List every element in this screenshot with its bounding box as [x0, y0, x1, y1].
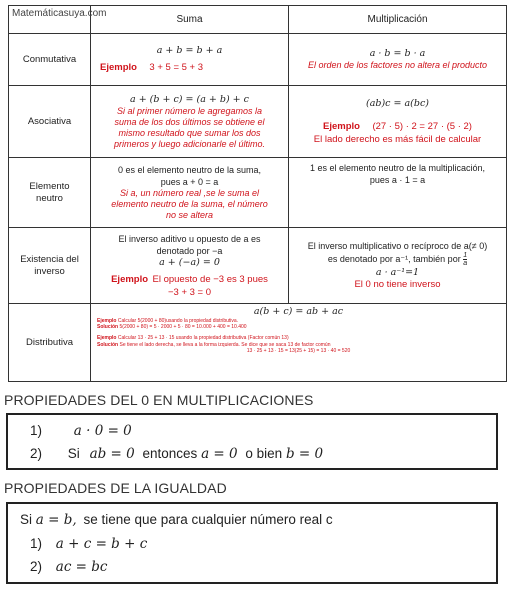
example-text: Calcular 5(2000 + 80)usando la propiedad distributiva. — [117, 318, 239, 324]
item-number: 2) — [30, 559, 43, 574]
section-title-propiedades-cero: PROPIEDADES DEL 0 EN MULTIPLICACIONES — [4, 392, 314, 408]
formula: a + (b + c) = (a + b) + c — [130, 93, 249, 105]
example-label: Ejemplo — [97, 318, 117, 324]
si-text: Si — [20, 512, 33, 527]
entonces-text: entonces — [142, 446, 198, 461]
note-line: primeros y luego adicionarle el último. — [113, 138, 266, 149]
text-fragment: es denotado por a⁻¹, también por — [327, 253, 461, 264]
item-1 — [30, 536, 147, 552]
item-expression: ac = bc — [55, 559, 108, 575]
header-multiplicacion: Multiplicación — [289, 6, 507, 34]
row-label-line: neutro — [36, 192, 63, 204]
formula: (ab)c = a(bc) — [366, 97, 429, 109]
row-label: Asociativa — [9, 86, 91, 158]
solution-1 — [97, 324, 500, 330]
cell-distributiva — [91, 304, 507, 382]
text-line: 1 es el elemento neutro de la multiplicación, — [309, 163, 486, 173]
text-line — [292, 252, 503, 267]
example-label: Ejemplo — [97, 335, 117, 342]
example-label: Ejemplo — [100, 61, 137, 73]
text-line: denotado por −a — [156, 245, 223, 256]
intro-line — [20, 512, 333, 528]
intro-text: se tiene que para cualquier número real c — [83, 512, 333, 527]
propiedades-cero-box — [6, 413, 498, 470]
solution-text: Se tiene el lado derecha, se lleva a la forma izquierda. Se dice que se saca 13 de factor común — [119, 341, 331, 348]
formula: a · a⁻¹=1 — [375, 267, 420, 278]
item-number: 1) — [30, 423, 43, 438]
note-line: Si al primer número le agregamos la — [116, 105, 263, 116]
row-asociativa — [9, 86, 507, 158]
row-existencia-inverso — [9, 228, 507, 304]
solution-label: Solución — [97, 324, 119, 331]
row-label: Conmutativa — [9, 34, 91, 86]
item-2 — [30, 559, 108, 575]
note: El lado derecho es más fácil de calcular — [313, 133, 482, 145]
cell-multiplicacion — [289, 86, 507, 158]
row-label — [9, 158, 91, 228]
formula: a(b + c) = ab + ac — [253, 306, 344, 317]
header-suma: Suma — [91, 6, 289, 34]
table-header-row — [9, 6, 507, 34]
obien-text: o bien — [245, 446, 283, 461]
row-conmutativa — [9, 34, 507, 86]
formula: a + b = b + a — [156, 44, 223, 56]
text-line: El inverso aditivo u opuesto de a es — [118, 233, 261, 244]
text-line: 0 es el elemento neutro de la suma, — [117, 165, 262, 175]
row-distributiva — [9, 304, 507, 382]
cell-suma — [91, 228, 289, 304]
expression: b = 0 — [285, 446, 324, 462]
text-line: El inverso multiplicativo o recíproco de a(≠ 0) — [307, 241, 488, 251]
solution-label: Solución — [97, 341, 119, 348]
cell-suma — [91, 34, 289, 86]
item-expression: a + c = b + c — [55, 536, 148, 552]
solution-calc: 13 · 25 + 13 · 15 = 13(25 + 15) = 13 · 40 = 520 — [246, 347, 351, 354]
example-text-2: −3 + 3 = 0 — [167, 286, 212, 298]
fraction-denominator: a — [463, 260, 468, 267]
note-line: suma de los dos últimos se obtiene el — [114, 116, 265, 127]
example-text: (27 · 5) · 2 = 27 · (5 · 2) — [372, 120, 472, 132]
row-label-line: inverso — [34, 265, 65, 277]
cell-multiplicacion — [289, 228, 507, 304]
si-text: Si — [67, 446, 80, 461]
fraction — [463, 252, 467, 267]
fraction-numerator: 1 — [463, 252, 468, 259]
cell-suma — [91, 86, 289, 158]
item-expression: a · 0 = 0 — [73, 423, 132, 439]
cell-multiplicacion — [289, 34, 507, 86]
note-line: mismo resultado que sumar los dos — [118, 127, 261, 138]
expression: ab = 0 — [89, 446, 135, 462]
example-text: Calcular 13 · 25 + 13 · 15 usando la propiedad distributiva (Factor común 13) — [117, 335, 289, 342]
example-label: Ejemplo — [323, 120, 360, 132]
note: El 0 no tiene inverso — [354, 279, 441, 290]
section-title-propiedades-igualdad: PROPIEDADES DE LA IGUALDAD — [4, 480, 227, 496]
note-line: Si a, un número real ,se le suma el — [119, 188, 260, 198]
formula: a · b = b · a — [369, 48, 426, 59]
row-label-line: Elemento — [29, 180, 70, 192]
note-line: elemento neutro de la suma, el número — [111, 199, 268, 209]
example-text: 3 + 5 = 5 + 3 — [149, 61, 204, 73]
expression: a = 0 — [201, 446, 238, 462]
site-watermark: Matemáticasuya.com — [9, 6, 91, 34]
item-number: 1) — [30, 536, 43, 551]
propiedades-igualdad-box — [6, 502, 498, 584]
formula: a + (−a) = 0 — [159, 256, 220, 268]
text-line: pues a + 0 = a — [160, 177, 219, 187]
example-text: El opuesto de −3 es 3 pues — [152, 273, 268, 285]
text-line: pues a · 1 = a — [369, 175, 426, 185]
item-1 — [30, 423, 132, 439]
item-number: 2) — [30, 446, 43, 461]
note: El orden de los factores no altera el producto — [307, 60, 488, 70]
row-label — [9, 228, 91, 304]
row-elemento-neutro — [9, 158, 507, 228]
properties-table — [8, 5, 507, 382]
note-line: no se altera — [165, 210, 214, 220]
example-label: Ejemplo — [111, 273, 149, 285]
solution-text: 5(2000 + 80) = 5 · 2000 + 5 · 80 = 10.000 + 400 = 10.400 — [119, 324, 247, 331]
cell-suma — [91, 158, 289, 228]
expression: a = b, — [35, 512, 77, 528]
row-label-line: Existencia del — [20, 253, 79, 265]
row-label: Distributiva — [9, 304, 91, 382]
cell-multiplicacion — [289, 158, 507, 228]
item-2 — [30, 446, 323, 462]
